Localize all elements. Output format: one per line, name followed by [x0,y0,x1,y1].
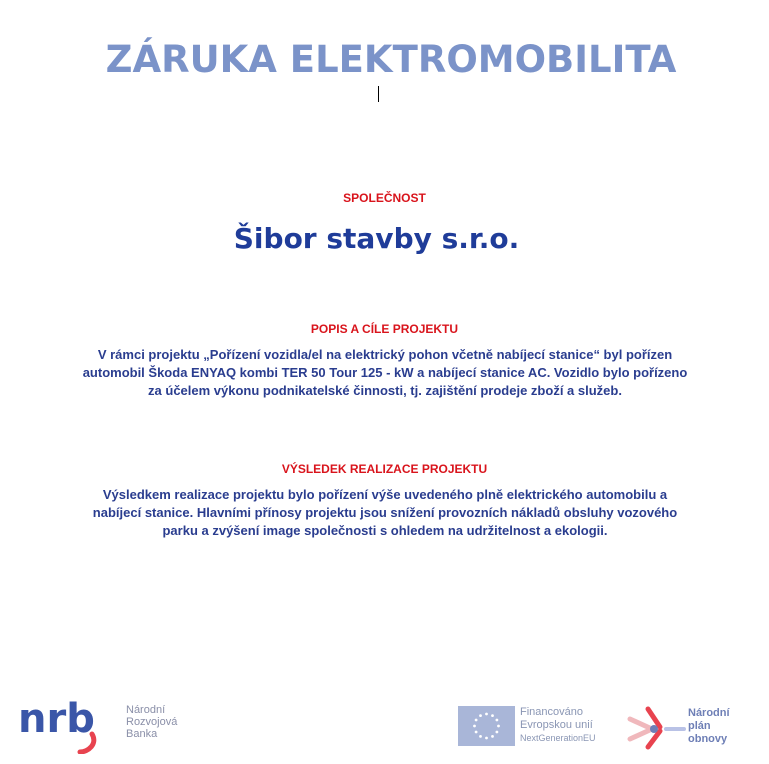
section-heading-result: VÝSLEDEK REALIZACE PROJEKTU [281,462,488,476]
company-name: Šibor stavby s.r.o. [233,222,520,255]
section-description-text [60,346,710,400]
nrb-logo [18,692,188,754]
eu-funding-logo [458,706,618,748]
paragraph-line: Výsledkem realizace projektu bylo pořízení výše uvedeného plně elektrického automobilu a [102,487,668,502]
svg-text:nrb: nrb [18,696,95,742]
nrb-logo-mark [18,692,118,754]
npo-logo-text: Národní plán obnovy [688,707,730,745]
paragraph-line: V rámci projektu „Pořízení vozidla/el na elektrický pohon včetně nabíjecí stanice“ byl pořízen [97,347,673,362]
eu-flag-icon [458,706,515,746]
paragraph-line: parku a zvýšení image společnosti s ohledem na udržitelnost a ekologii. [162,523,608,538]
text-cursor [378,86,379,102]
paragraph-line: za účelem výkonu podnikatelské činnosti, tj. zajištění prodeje zboží a služeb. [148,383,622,398]
paragraph-line: nabíjecí stanice. Hlavními přínosy projektu jsou snížení provozních nákladů obsluhy vozového [92,505,678,520]
document-title: ZÁRUKA ELEKTROMOBILITA [105,38,677,81]
eu-funding-text: Financováno Evropskou unií NextGenerationEU [520,706,596,743]
npo-logo [626,703,756,753]
section-heading-description: POPIS A CÍLE PROJEKTU [310,322,459,336]
section-result-text [60,486,710,540]
npo-logo-mark [626,703,686,753]
company-label: SPOLEČNOST [343,191,426,205]
nrb-logo-text: Národní Rozvojová Banka [126,704,178,740]
paragraph-line: automobil Škoda ENYAQ kombi TER 50 Tour 125 - kW a nabíjecí stanice AC. Vozidlo bylo pořízeno [82,365,688,380]
